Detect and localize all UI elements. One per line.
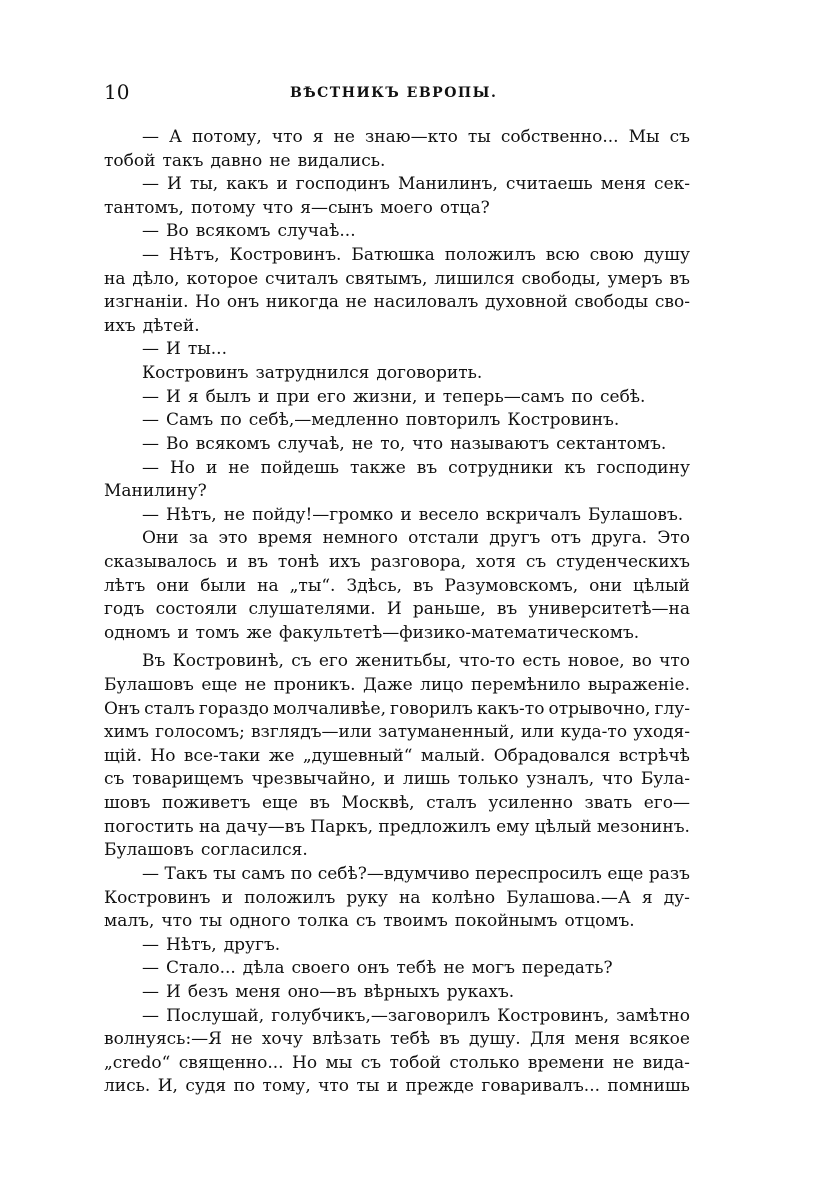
text-line: съ товарищемъ чрезвычайно, и лишь только узналъ, что Була- bbox=[104, 769, 690, 790]
text-line: тантомъ, потому что я—сынъ моего отца? bbox=[104, 197, 490, 218]
text-line: годъ состояли слушателями. И раньше, въ университетѣ—на bbox=[104, 599, 690, 620]
text-line: — Нѣтъ, не пойду!—громко и весело вскричалъ Булашовъ. bbox=[142, 504, 684, 525]
text-line: на дѣло, которое считалъ святымъ, лишился свободы, умеръ въ bbox=[104, 268, 690, 289]
text-line: одномъ и томъ же факультетѣ—физико-математическомъ. bbox=[104, 622, 640, 643]
text-line: — И ты, какъ и господинъ Манилинъ, считаешь меня сек- bbox=[142, 174, 690, 195]
text-line: щій. Но все-таки же „душевный“ малый. Обрадовался встрѣчѣ bbox=[104, 745, 690, 766]
text-line: погостить на дачу—въ Паркъ, предложилъ ему цѣлый мезонинъ. bbox=[104, 816, 690, 837]
body-text bbox=[104, 126, 690, 1099]
text-line: тобой такъ давно не видались. bbox=[104, 150, 386, 171]
text-line: волнуясь:—Я не хочу влѣзать тебѣ въ душу. Для меня всякое bbox=[104, 1029, 690, 1050]
text-line: Костровинъ и положилъ руку на колѣно Булашова.—А я ду- bbox=[104, 887, 690, 908]
text-line: Они за это время немного отстали другъ отъ друга. Это bbox=[142, 528, 690, 549]
text-line: шовъ поживетъ еще въ Москвѣ, сталъ усиленно звать его— bbox=[104, 793, 690, 814]
running-title: ВѢСТНИКЪ ЕВРОПЫ. bbox=[290, 85, 498, 101]
text-line: Булашовъ еще не проникъ. Даже лицо перемѣнило выраженіе. bbox=[104, 675, 690, 696]
text-line: ихъ дѣтей. bbox=[104, 315, 200, 336]
text-line: химъ голосомъ; взглядъ—или затуманенный, или куда-то уходя- bbox=[104, 722, 690, 743]
text-line: — И безъ меня оно—въ вѣрныхъ рукахъ. bbox=[142, 981, 515, 1002]
text-line: сказывалось и въ тонѣ ихъ разговора, хотя съ студенческихъ bbox=[104, 551, 690, 572]
page-header bbox=[104, 80, 732, 104]
text-line: — А потому, что я не знаю—кто ты собственно... Мы съ bbox=[142, 127, 690, 147]
text-line: малъ, что ты одного толка съ твоимъ покойнымъ отцомъ. bbox=[104, 911, 635, 932]
text-line: Булашовъ согласился. bbox=[104, 840, 308, 861]
page-number: 10 bbox=[104, 80, 130, 104]
text-line: — Самъ по себѣ,—медленно повторилъ Костровинъ. bbox=[142, 410, 620, 431]
text-line: лись. И, судя по тому, что ты и прежде говаривалъ... помнишь bbox=[104, 1076, 690, 1097]
text-line: — Нѣтъ, другъ. bbox=[142, 934, 281, 955]
text-line: — И я былъ и при его жизни, и теперь—самъ по себѣ. bbox=[142, 386, 646, 407]
text-line: — Во всякомъ случаѣ... bbox=[142, 221, 356, 242]
text-line: изгнаніи. Но онъ никогда не насиловалъ духовной свободы сво- bbox=[104, 292, 690, 313]
text-line: лѣтъ они были на „ты“. Здѣсь, въ Разумовскомъ, они цѣлый bbox=[104, 575, 690, 596]
text-line: — Стало... дѣла своего онъ тебѣ не могъ передать? bbox=[142, 958, 613, 979]
text-line: — И ты... bbox=[142, 339, 227, 360]
text-line: „credo“ священно... Но мы съ тобой столько времени не вида- bbox=[104, 1052, 690, 1073]
text-line: — Нѣтъ, Костровинъ. Батюшка положилъ всю свою душу bbox=[142, 245, 690, 266]
text-line: — Такъ ты самъ по себѣ?—вдумчиво переспросилъ еще разъ bbox=[142, 863, 690, 884]
text-line: Манилину? bbox=[104, 481, 207, 502]
text-line: Въ Костровинѣ, съ его женитьбы, что-то есть новое, во что bbox=[142, 651, 690, 672]
text-line: Онъ сталъ гораздо молчаливѣе, говорилъ какъ-то отрывочно, глу- bbox=[104, 698, 690, 719]
text-line: — Но и не пойдешь также въ сотрудники къ господину bbox=[142, 457, 690, 478]
text-line: — Во всякомъ случаѣ, не то, что называютъ сектантомъ. bbox=[142, 433, 667, 454]
text-line: Костровинъ затруднился договорить. bbox=[142, 363, 483, 384]
text-line: — Послушай, голубчикъ,—заговорилъ Костровинъ, замѣтно bbox=[142, 1005, 690, 1026]
